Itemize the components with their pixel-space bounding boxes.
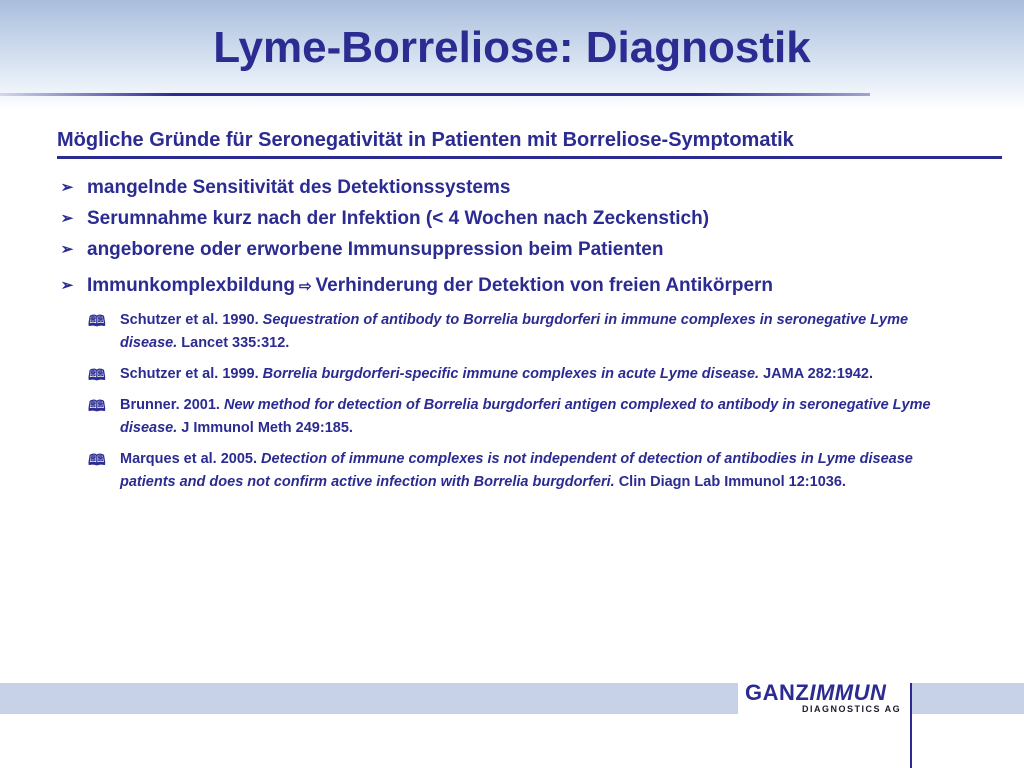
footer-divider (910, 683, 912, 768)
reference-author: Marques et al. 2005. (120, 451, 258, 467)
bullet-list (57, 172, 997, 301)
reference-source: JAMA 282:1942. (763, 366, 873, 382)
slide-subtitle: Mögliche Gründe für Seronegativität in Patienten mit Borreliose-Symptomatik (57, 127, 1002, 159)
reference-item (88, 309, 968, 355)
arrowhead-bullet-icon: ➢ (60, 179, 74, 196)
bullet-item (57, 172, 997, 203)
reference-item (88, 448, 968, 494)
bullet-text: mangelnde Sensitivität des Detektionssystems (87, 177, 511, 198)
reference-list (88, 309, 968, 502)
reference-author: Schutzer et al. 1990. (120, 312, 259, 328)
arrowhead-bullet-icon: ➢ (60, 210, 74, 227)
bullet-item (57, 270, 997, 301)
bullet-item (57, 203, 997, 234)
open-book-icon: 🕮 (88, 398, 106, 415)
header-divider (0, 93, 870, 96)
reference-source: J Immunol Meth 249:185. (181, 420, 353, 436)
bullet-text: Serumnahme kurz nach der Infektion (< 4 Wochen nach Zeckenstich) (87, 208, 710, 229)
reference-title: Borrelia burgdorferi-specific immune complexes in acute Lyme disease. (262, 366, 760, 382)
reference-item (88, 363, 968, 386)
reference-author: Brunner. 2001. (120, 397, 220, 413)
bullet-text: Verhinderung der Detektion von freien Antikörpern (315, 275, 774, 296)
reference-title: Sequestration of antibody to Borrelia burgdorferi in immune complexes in seronegative Lyme disease. (120, 312, 909, 351)
open-book-icon: 🕮 (88, 367, 106, 384)
bullet-text: angeborene oder erworbene Immunsuppression beim Patienten (87, 239, 664, 260)
reference-title: New method for detection of Borrelia burgdorferi antigen complexed to antibody in seronegative Lyme disease. (120, 397, 931, 436)
open-book-icon: 🕮 (88, 313, 106, 330)
reference-source: Clin Diagn Lab Immunol 12:1036. (618, 474, 846, 490)
arrowhead-bullet-icon: ➢ (60, 241, 74, 258)
company-logo-tagline: DIAGNOSTICS AG (802, 704, 902, 714)
logo-part-immun: IMMUN (809, 680, 887, 705)
reference-author: Schutzer et al. 1999. (120, 366, 259, 382)
reference-source: Lancet 335:312. (181, 335, 290, 351)
logo-part-ganz: GANZ (745, 680, 810, 705)
slide-title: Lyme-Borreliose: Diagnostik (213, 23, 811, 72)
bullet-item (57, 234, 997, 265)
outline-right-arrow-icon: ⇨ (298, 278, 312, 295)
open-book-icon: 🕮 (88, 452, 106, 469)
bullet-text: Immunkomplexbildung (87, 275, 295, 296)
reference-title: Detection of immune complexes is not independent of detection of antibodies in Lyme disease patients and does not confirm active infection with Borrelia burgdorferi. (120, 451, 913, 490)
company-logo-wordmark (745, 680, 886, 706)
reference-item (88, 394, 968, 440)
arrowhead-bullet-icon: ➢ (60, 277, 74, 294)
